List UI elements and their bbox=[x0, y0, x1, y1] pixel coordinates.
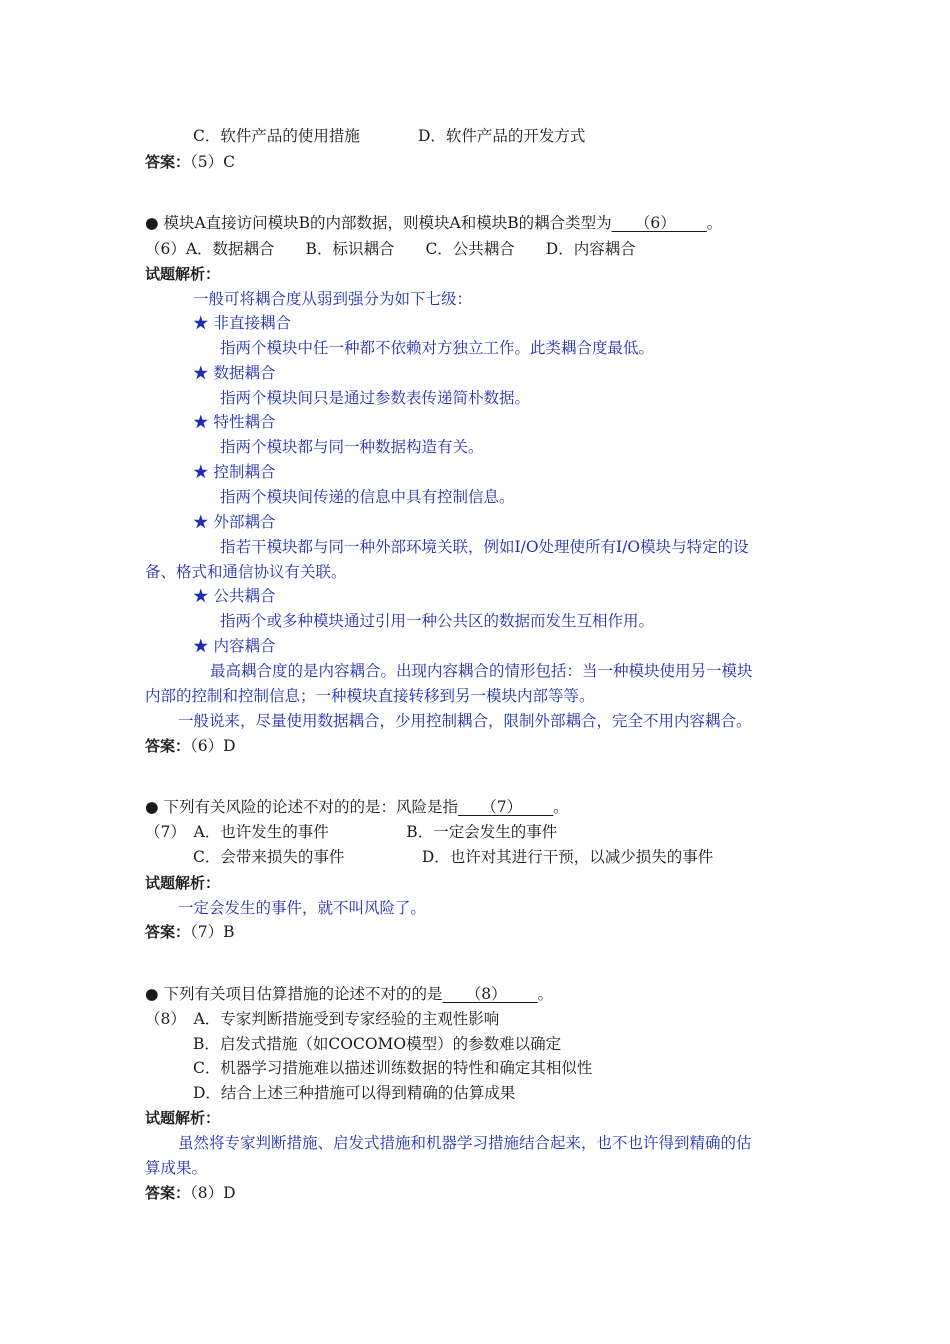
coupling-level-desc: 指两个模块都与同一种数据构造有关。 bbox=[220, 438, 484, 456]
coupling-level-desc-cont: 备、格式和通信协议有关联。 bbox=[145, 563, 347, 581]
q7-stem bbox=[145, 797, 569, 817]
bullet-icon: ● bbox=[145, 985, 159, 1003]
coupling-level-desc-cont: 内部的控制和控制信息；一种模块直接转移到另一模块内部等等。 bbox=[145, 687, 595, 705]
q8-analysis-cont: 算成果。 bbox=[145, 1159, 208, 1177]
q8-blank: ___（8）____ bbox=[442, 985, 538, 1003]
q7-analysis: 一定会发生的事件，就不叫风险了。 bbox=[178, 899, 427, 917]
q8-analysis-label: 试题解析： bbox=[145, 1109, 221, 1127]
coupling-level-heading bbox=[193, 636, 275, 656]
star-icon: ★ bbox=[193, 314, 209, 332]
answer-label: 答案： bbox=[145, 737, 191, 755]
q6-analysis-intro: 一般可将耦合度从弱到强分为如下七级： bbox=[193, 290, 473, 308]
q5-option-c: C．软件产品的使用措施 bbox=[193, 127, 360, 145]
q8-option-d: D．结合上述三种措施可以得到精确的估算成果 bbox=[193, 1084, 516, 1102]
q8-stem-text: 下列有关项目估算措施的论述不对的的是 bbox=[163, 985, 443, 1003]
q8-stem bbox=[145, 984, 553, 1004]
answer-label: 答案： bbox=[145, 153, 191, 171]
q7-options-ab: （7） A．也许发生的事件 B．一定会发生的事件 bbox=[145, 823, 558, 841]
answer-value: （8）D bbox=[190, 1184, 236, 1202]
star-icon: ★ bbox=[193, 463, 209, 481]
coupling-level-name: 数据耦合 bbox=[213, 364, 276, 382]
q6-summary: 一般说来，尽量使用数据耦合，少用控制耦合，限制外部耦合，完全不用内容耦合。 bbox=[178, 712, 752, 730]
q5-option-d: D．软件产品的开发方式 bbox=[418, 127, 586, 145]
coupling-level-heading bbox=[193, 586, 275, 606]
q5-answer bbox=[145, 152, 235, 172]
coupling-level-name: 内容耦合 bbox=[213, 637, 276, 655]
answer-value: （7）B bbox=[190, 923, 235, 941]
coupling-level-desc: 指两个或多种模块通过引用一种公共区的数据而发生互相作用。 bbox=[220, 612, 655, 630]
coupling-level-name: 公共耦合 bbox=[213, 587, 276, 605]
star-icon: ★ bbox=[193, 413, 209, 431]
star-icon: ★ bbox=[193, 637, 209, 655]
coupling-level-heading bbox=[193, 512, 275, 532]
coupling-level-heading bbox=[193, 313, 291, 333]
answer-value: （5）C bbox=[190, 153, 235, 171]
q8-analysis: 虽然将专家判断措施、启发式措施和机器学习措施结合起来，也不也许得到精确的估 bbox=[178, 1134, 752, 1152]
coupling-level-name: 外部耦合 bbox=[213, 513, 276, 531]
coupling-level-name: 非直接耦合 bbox=[213, 314, 291, 332]
q8-stem-end: 。 bbox=[537, 985, 554, 1003]
q8-option-b: B．启发式措施（如COCOMO模型）的参数难以确定 bbox=[193, 1035, 562, 1053]
answer-label: 答案： bbox=[145, 923, 191, 941]
q8-answer bbox=[145, 1183, 236, 1203]
coupling-level-heading bbox=[193, 462, 275, 482]
coupling-level-desc: 指两个模块间只是通过参数表传递简朴数据。 bbox=[220, 389, 531, 407]
q7-analysis-label: 试题解析： bbox=[145, 874, 221, 892]
q6-stem bbox=[145, 213, 722, 233]
q8-option-c: C．机器学习措施难以描述训练数据的特性和确定其相似性 bbox=[193, 1059, 593, 1077]
q7-blank: ___（7）____ bbox=[457, 798, 554, 816]
coupling-level-heading bbox=[193, 363, 275, 383]
bullet-icon: ● bbox=[145, 214, 159, 232]
coupling-level-desc: 指若干模块都与同一种外部环境关联，例如I/O处理使所有I/O模块与特定的设 bbox=[220, 538, 749, 556]
q6-stem-end: 。 bbox=[706, 214, 723, 232]
q6-answer bbox=[145, 736, 236, 756]
answer-label: 答案： bbox=[145, 1184, 191, 1202]
coupling-level-desc: 最高耦合度的是内容耦合。出现内容耦合的情形包括：当一种模块使用另一模块 bbox=[210, 662, 753, 680]
coupling-level-desc: 指两个模块间传递的信息中具有控制信息。 bbox=[220, 488, 515, 506]
coupling-level-heading bbox=[193, 412, 275, 432]
bullet-icon: ● bbox=[145, 798, 159, 816]
q6-options: （6）A．数据耦合 B．标识耦合 C．公共耦合 D．内容耦合 bbox=[145, 240, 636, 258]
q7-options-cd: C．会带来损失的事件 D．也许对其进行干预，以减少损失的事件 bbox=[193, 848, 714, 866]
star-icon: ★ bbox=[193, 364, 209, 382]
q7-answer bbox=[145, 922, 235, 942]
coupling-level-desc: 指两个模块中任一种都不依赖对方独立工作。此类耦合度最低。 bbox=[220, 339, 655, 357]
q8-option-a: （8） A．专家判断措施受到专家经验的主观性影响 bbox=[145, 1010, 500, 1028]
q7-stem-text: 下列有关风险的论述不对的的是：风险是指 bbox=[163, 798, 458, 816]
star-icon: ★ bbox=[193, 587, 209, 605]
coupling-level-name: 控制耦合 bbox=[213, 463, 276, 481]
star-icon: ★ bbox=[193, 513, 209, 531]
coupling-level-name: 特性耦合 bbox=[213, 413, 276, 431]
q6-blank: ___（6）____ bbox=[611, 214, 707, 232]
q6-stem-text: 模块A直接访问模块B的内部数据，则模块A和模块B的耦合类型为 bbox=[163, 214, 612, 232]
q7-stem-end: 。 bbox=[553, 798, 569, 816]
answer-value: （6）D bbox=[190, 737, 236, 755]
q6-analysis-label: 试题解析： bbox=[145, 265, 221, 283]
